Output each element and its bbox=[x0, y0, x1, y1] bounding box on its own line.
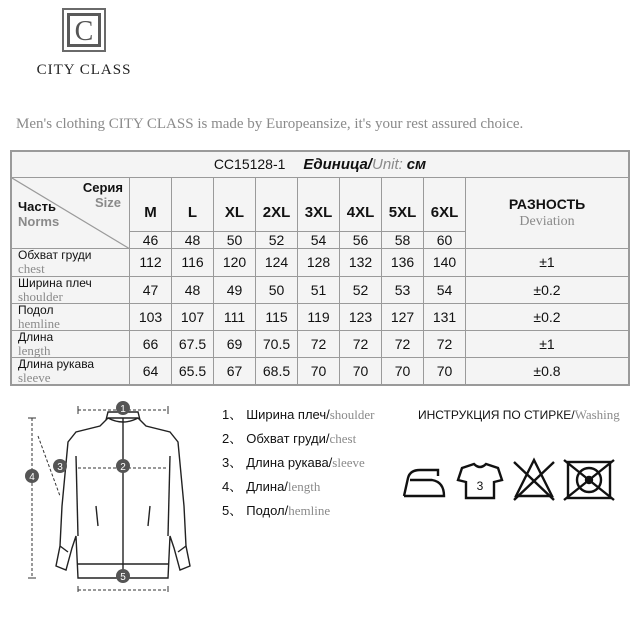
marker-1 bbox=[116, 401, 130, 415]
washing-title bbox=[418, 407, 620, 423]
norm-value: 54 bbox=[298, 232, 340, 249]
table-cell: 131 bbox=[424, 303, 466, 330]
row-label bbox=[12, 249, 130, 276]
legend-item: 1、 Ширина плеч/shoulder bbox=[222, 407, 375, 422]
norms-label: Norms bbox=[18, 214, 60, 229]
wash-temp: 3 bbox=[476, 479, 484, 493]
table-cell: 72 bbox=[298, 330, 340, 357]
table-cell: 51 bbox=[298, 276, 340, 303]
iron-icon bbox=[404, 470, 444, 496]
deviation-cell: ±0.2 bbox=[466, 303, 629, 330]
table-row bbox=[12, 303, 629, 330]
table-cell: 140 bbox=[424, 249, 466, 276]
row-label-en: length bbox=[18, 342, 51, 358]
size-header: L bbox=[172, 178, 214, 232]
deviation-cell: ±0.2 bbox=[466, 276, 629, 303]
size-header: 3XL bbox=[298, 178, 340, 232]
table-cell: 52 bbox=[340, 276, 382, 303]
table-cell: 53 bbox=[382, 276, 424, 303]
norm-value: 50 bbox=[214, 232, 256, 249]
measurement-legend bbox=[222, 404, 422, 524]
marker-label: 3 bbox=[57, 462, 63, 473]
brand-name: CITY CLASS bbox=[36, 62, 132, 78]
norm-value: 46 bbox=[130, 232, 172, 249]
measure-lines bbox=[32, 410, 168, 590]
table-cell: 72 bbox=[340, 330, 382, 357]
table-cell: 119 bbox=[298, 303, 340, 330]
series-label: Серия bbox=[82, 180, 123, 195]
size-header-row bbox=[12, 178, 629, 232]
hand-wash-icon bbox=[458, 464, 502, 498]
table-cell: 128 bbox=[298, 249, 340, 276]
washing-title-ru: ИНСТРУКЦИЯ ПО СТИРКЕ/ bbox=[418, 408, 575, 422]
legend-item: 4、 Длина/length bbox=[222, 479, 321, 494]
table-cell: 112 bbox=[130, 249, 172, 276]
table-cell: 72 bbox=[382, 330, 424, 357]
row-label bbox=[12, 276, 130, 303]
row-label bbox=[12, 303, 130, 330]
marker-2 bbox=[116, 459, 130, 473]
table-cell: 136 bbox=[382, 249, 424, 276]
norm-value: 60 bbox=[424, 232, 466, 249]
legend-item: 3、 Длина рукава/sleeve bbox=[222, 455, 365, 470]
norm-value: 52 bbox=[256, 232, 298, 249]
deviation-header bbox=[466, 178, 629, 249]
row-label-ru: Длина рукава bbox=[18, 356, 95, 371]
norm-value: 58 bbox=[382, 232, 424, 249]
table-cell: 127 bbox=[382, 303, 424, 330]
table-cell: 120 bbox=[214, 249, 256, 276]
size-header: 4XL bbox=[340, 178, 382, 232]
table-cell: 115 bbox=[256, 303, 298, 330]
table-cell: 69 bbox=[214, 330, 256, 357]
size-label: Size bbox=[94, 195, 121, 210]
city-class-logo bbox=[62, 8, 106, 52]
deviation-label-ru: РАЗНОСТЬ bbox=[508, 196, 586, 213]
marker-label: 2 bbox=[120, 462, 126, 473]
corner-cell bbox=[12, 178, 130, 249]
no-bleach-icon bbox=[514, 460, 554, 500]
size-header: 5XL bbox=[382, 178, 424, 232]
unit-label-en: Unit: bbox=[371, 156, 403, 173]
table-cell: 111 bbox=[214, 303, 256, 330]
row-label-en: shoulder bbox=[18, 288, 63, 304]
legend-item: 2、 Обхват груди/chest bbox=[222, 431, 357, 446]
marker-label: 1 bbox=[120, 404, 126, 415]
table-cell: 49 bbox=[214, 276, 256, 303]
row-label-ru: Обхват груди bbox=[18, 248, 92, 263]
table-cell: 67.5 bbox=[172, 330, 214, 357]
table-cell: 70 bbox=[340, 357, 382, 384]
deviation-label-en: Deviation bbox=[519, 214, 575, 230]
table-cell: 50 bbox=[256, 276, 298, 303]
row-label bbox=[12, 357, 130, 384]
legend-item: 5、 Подол/hemline bbox=[222, 503, 331, 518]
norm-value: 56 bbox=[340, 232, 382, 249]
measurement-rows bbox=[12, 249, 629, 385]
size-table bbox=[10, 150, 630, 386]
table-cell: 67 bbox=[214, 357, 256, 384]
table-cell: 124 bbox=[256, 249, 298, 276]
table-title-row bbox=[12, 152, 629, 178]
unit-value: см bbox=[406, 156, 427, 173]
tagline: Men's clothing CITY CLASS is made by Europeansize, it's your rest assured choice. bbox=[16, 116, 524, 132]
size-header: 6XL bbox=[424, 178, 466, 232]
table-cell: 68.5 bbox=[256, 357, 298, 384]
size-header: 2XL bbox=[256, 178, 298, 232]
row-label-ru: Ширина плеч bbox=[18, 275, 92, 290]
row-label bbox=[12, 330, 130, 357]
table-cell: 47 bbox=[130, 276, 172, 303]
table-cell: 123 bbox=[340, 303, 382, 330]
table-cell: 132 bbox=[340, 249, 382, 276]
table-cell: 48 bbox=[172, 276, 214, 303]
unit-label-ru: Единица/ bbox=[303, 156, 372, 173]
washing-icons bbox=[398, 452, 628, 506]
table-cell: 70 bbox=[424, 357, 466, 384]
table-cell: 66 bbox=[130, 330, 172, 357]
table-cell: 70 bbox=[382, 357, 424, 384]
deviation-cell: ±1 bbox=[466, 330, 629, 357]
washing-title-en: Washing bbox=[574, 407, 620, 422]
jacket-outline bbox=[56, 412, 190, 578]
table-row bbox=[12, 357, 629, 384]
row-label-en: hemline bbox=[18, 315, 60, 331]
marker-5 bbox=[116, 569, 130, 583]
no-tumble-dry-icon bbox=[564, 460, 614, 500]
table-row bbox=[12, 249, 629, 276]
size-header: XL bbox=[214, 178, 256, 232]
marker-3 bbox=[53, 459, 67, 473]
row-label-en: sleeve bbox=[18, 369, 51, 385]
table-cell: 116 bbox=[172, 249, 214, 276]
row-label-ru: Подол bbox=[18, 302, 54, 317]
row-label-en: chest bbox=[18, 261, 45, 277]
deviation-cell: ±1 bbox=[466, 249, 629, 276]
table-cell: 107 bbox=[172, 303, 214, 330]
table-cell: 103 bbox=[130, 303, 172, 330]
marker-4 bbox=[25, 469, 39, 483]
deviation-cell: ±0.8 bbox=[466, 357, 629, 384]
marker-label: 4 bbox=[29, 472, 35, 483]
table-cell: 54 bbox=[424, 276, 466, 303]
table-cell: 72 bbox=[424, 330, 466, 357]
size-header: M bbox=[130, 178, 172, 232]
row-label-ru: Длина bbox=[18, 329, 54, 344]
table-row bbox=[12, 330, 629, 357]
norm-value: 48 bbox=[172, 232, 214, 249]
table-cell: 64 bbox=[130, 357, 172, 384]
table-cell: 70 bbox=[298, 357, 340, 384]
marker-label: 5 bbox=[120, 572, 126, 583]
table-cell: 70.5 bbox=[256, 330, 298, 357]
jacket-diagram bbox=[20, 396, 210, 592]
table-row bbox=[12, 276, 629, 303]
logo-letter: C bbox=[74, 16, 94, 47]
part-label: Часть bbox=[18, 199, 56, 214]
table-cell: 65.5 bbox=[172, 357, 214, 384]
product-code: CC15128-1 bbox=[213, 156, 286, 172]
